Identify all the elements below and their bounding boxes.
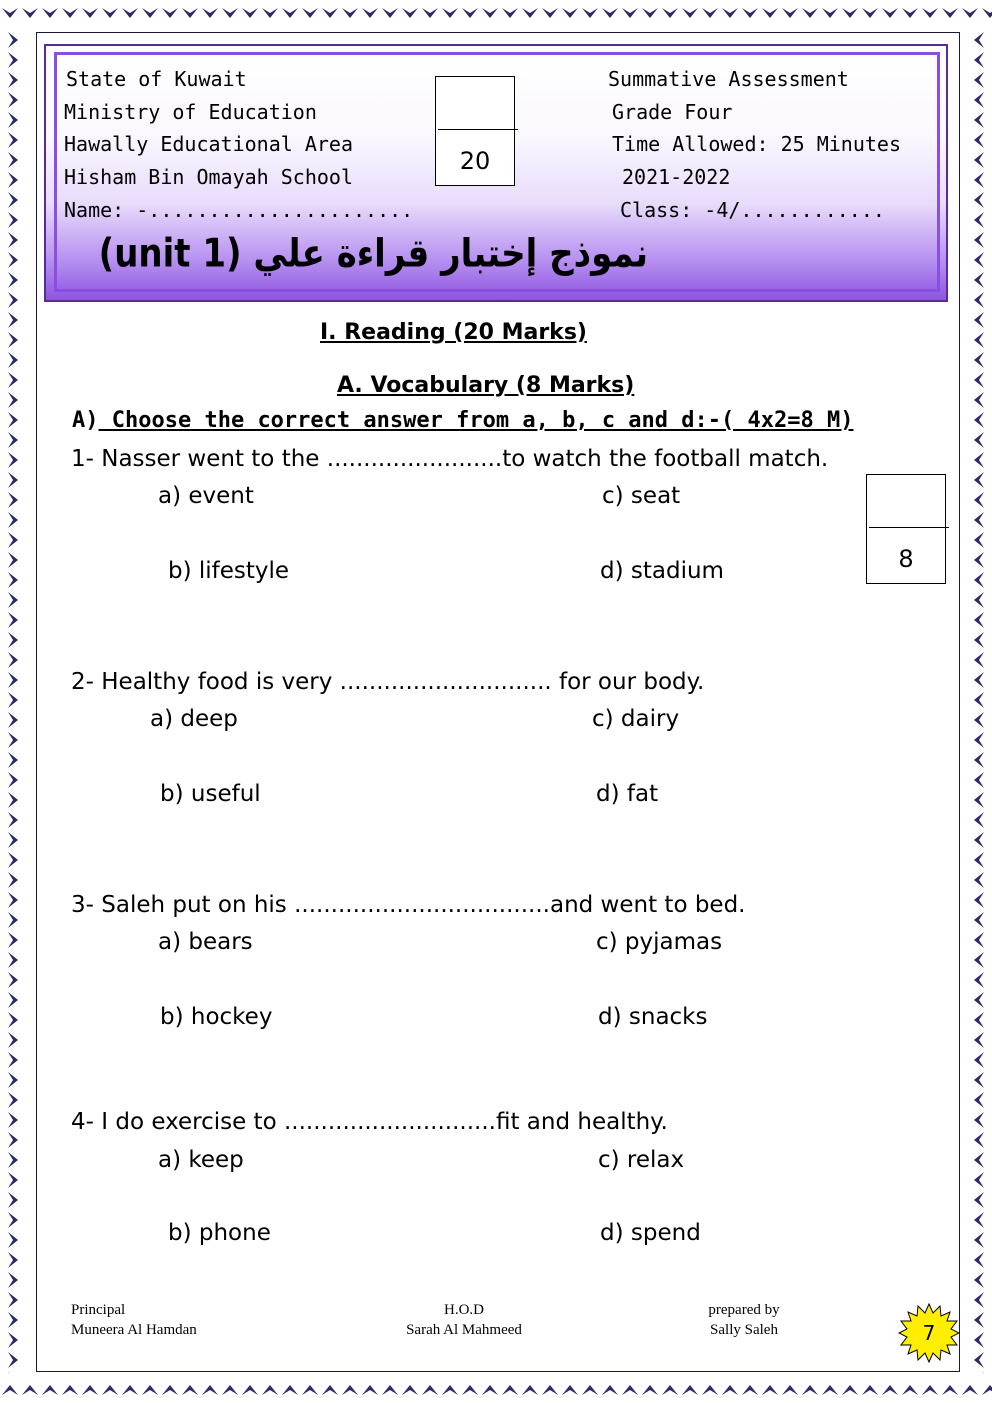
total-score: 20 bbox=[459, 147, 491, 175]
top-border bbox=[0, 0, 992, 30]
q3-option-c[interactable]: c) pyjamas bbox=[596, 929, 723, 955]
question-1: 1- Nasser went to the ........................to watch the football match. bbox=[71, 446, 829, 472]
total-score-box bbox=[435, 76, 515, 186]
q2-option-c[interactable]: c) dairy bbox=[592, 706, 680, 732]
q2-option-a[interactable]: a) deep bbox=[150, 706, 238, 732]
hod-role: H.O.D bbox=[444, 1302, 484, 1318]
header-state: State of Kuwait bbox=[66, 67, 247, 91]
q1-option-d[interactable]: d) stadium bbox=[600, 558, 724, 584]
arabic-title: نموذج إختبار قراءة علي (unit 1) bbox=[98, 231, 648, 277]
question-3: 3- Saleh put on his ...................................and went to bed. bbox=[71, 892, 746, 918]
q1-option-c[interactable]: c) seat bbox=[602, 483, 681, 509]
header-ministry: Ministry of Education bbox=[64, 100, 317, 124]
q4-option-d[interactable]: d) spend bbox=[600, 1220, 701, 1246]
q4-option-a[interactable]: a) keep bbox=[158, 1147, 244, 1173]
reading-title: I. Reading (20 Marks) bbox=[320, 320, 587, 345]
footer-principal bbox=[71, 1300, 197, 1340]
q2-option-d[interactable]: d) fat bbox=[596, 781, 659, 807]
q4-option-c[interactable]: c) relax bbox=[598, 1147, 685, 1173]
header-class-field: Class: -4/............ bbox=[620, 198, 885, 222]
bottom-border bbox=[0, 1373, 992, 1403]
q4-option-b[interactable]: b) phone bbox=[168, 1220, 271, 1246]
header-grade: Grade Four bbox=[612, 100, 733, 124]
header-year: 2021-2022 bbox=[622, 165, 731, 189]
vocabulary-title: A. Vocabulary (8 Marks) bbox=[337, 373, 635, 398]
right-border bbox=[960, 30, 992, 1373]
q2-option-b[interactable]: b) useful bbox=[160, 781, 261, 807]
instruction bbox=[72, 408, 853, 433]
header-area: Hawally Educational Area bbox=[64, 132, 353, 156]
q3-option-a[interactable]: a) bears bbox=[158, 929, 253, 955]
principal-role: Principal bbox=[71, 1302, 126, 1318]
section-score-box bbox=[866, 474, 946, 584]
header-name-field: Name: -...................... bbox=[64, 198, 414, 222]
score-divider bbox=[438, 129, 518, 130]
section-score: 8 bbox=[898, 545, 914, 573]
instruction-prefix: A) bbox=[72, 408, 99, 433]
instruction-text: Choose the correct answer from a, b, c and d:-( 4x2=8 M) bbox=[98, 408, 854, 433]
left-border bbox=[0, 30, 32, 1373]
q3-option-d[interactable]: d) snacks bbox=[598, 1004, 708, 1030]
q1-option-a[interactable]: a) event bbox=[158, 483, 254, 509]
section-score-divider bbox=[869, 527, 949, 528]
page-number: 7 bbox=[922, 1321, 936, 1345]
hod-name: Sarah Al Mahmeed bbox=[406, 1322, 522, 1338]
prepared-role: prepared by bbox=[708, 1302, 780, 1318]
q1-option-b[interactable]: b) lifestyle bbox=[168, 558, 290, 584]
page-number-badge bbox=[898, 1302, 960, 1364]
header-assessment: Summative Assessment bbox=[608, 67, 849, 91]
footer-hod bbox=[398, 1300, 530, 1340]
starburst-icon bbox=[898, 1302, 960, 1364]
header-time: Time Allowed: 25 Minutes bbox=[612, 132, 901, 156]
footer-prepared bbox=[704, 1300, 784, 1340]
header-school: Hisham Bin Omayah School bbox=[64, 165, 353, 189]
principal-name: Muneera Al Hamdan bbox=[71, 1322, 197, 1338]
q3-option-b[interactable]: b) hockey bbox=[160, 1004, 273, 1030]
question-4: 4- I do exercise to .............................fit and healthy. bbox=[71, 1109, 668, 1135]
question-2: 2- Healthy food is very ............................. for our body. bbox=[71, 669, 705, 695]
prepared-name: Sally Saleh bbox=[710, 1322, 778, 1338]
